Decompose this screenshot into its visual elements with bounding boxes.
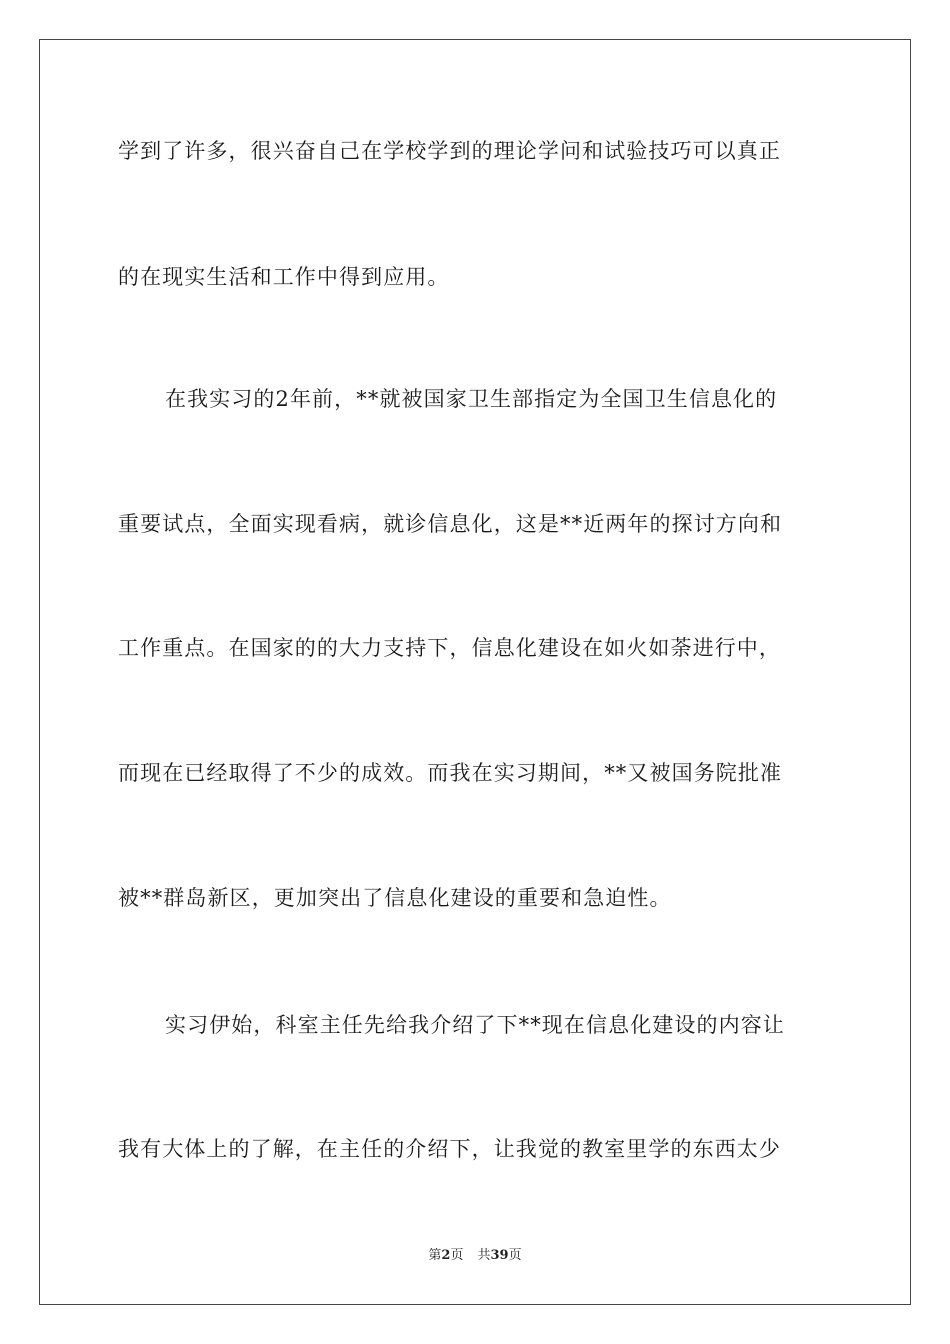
page-footer <box>0 1247 950 1265</box>
total-prefix: 共 <box>477 1248 491 1263</box>
paragraph-line: 实习伊始，科室主任先给我介绍了下**现在信息化建设的内容让 <box>165 1013 785 1037</box>
total-suffix: 页 <box>508 1248 522 1263</box>
paragraph-line: 工作重点。在国家的的大力支持下，信息化建设在如火如荼进行中， <box>118 636 781 660</box>
page-number: 2 <box>441 1248 451 1263</box>
paragraph-line: 重要试点，全面实现看病，就诊信息化，这是**近两年的探讨方向和 <box>118 512 783 536</box>
page-border <box>39 39 911 1305</box>
paragraph-line: 在我实习的2年前，**就被国家卫生部指定为全国卫生信息化的 <box>165 387 778 411</box>
paragraph-line: 我有大体上的了解，在主任的介绍下，让我觉的教室里学的东西太少 <box>118 1137 781 1161</box>
paragraph-line: 被**群岛新区，更加突出了信息化建设的重要和急迫性。 <box>118 886 672 910</box>
total-pages: 39 <box>490 1248 509 1263</box>
paragraph-line: 而现在已经取得了不少的成效。而我在实习期间，**又被国务院批准 <box>118 761 783 785</box>
paragraph-line: 学到了许多，很兴奋自己在学校学到的理论学问和试验技巧可以真正 <box>118 139 781 163</box>
paragraph-line: 的在现实生活和工作中得到应用。 <box>118 265 450 289</box>
page-suffix: 页 <box>450 1248 464 1263</box>
page-prefix: 第 <box>428 1248 442 1263</box>
